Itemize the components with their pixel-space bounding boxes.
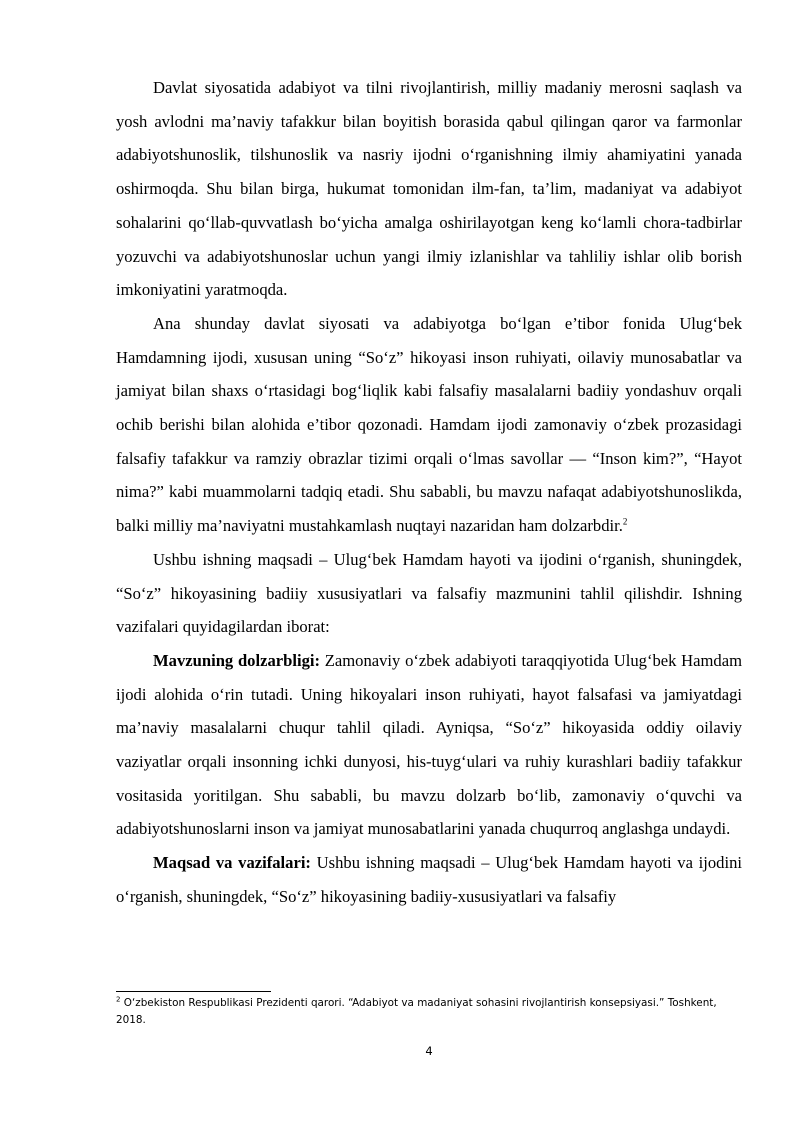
paragraph-4 bbox=[116, 644, 742, 846]
footnote bbox=[116, 995, 742, 1029]
paragraph-3: Ushbu ishning maqsadi – Ulug‘bek Hamdam hayoti va ijodini o‘rganish, shuningdek, “So‘z” hikoyasining badiiy xususiyatlari va falsafiy mazmunini tahlil qilishdir. Ishning vazifalari quyidagilardan iborat: bbox=[116, 549, 742, 637]
paragraph-4-text: Zamonaviy o‘zbek adabiyoti taraqqiyotida Ulug‘bek Hamdam ijodi alohida o‘rin tutadi. Uning hikoyalari inson ruhiyati, hayot falsafasi va jamiyatdagi ma’naviy masalalarni chuqur tahlil qiladi. Ayniqsa, “So‘z” hikoyasida oddiy oilaviy vaziyatlar orqali insonning ichki dunyosi, his-tuyg‘ulari va ruhiy kurashlari badiiy tafakkur vositasida yoritilgan. Shu sababli, bu mavzu dolzarb bo‘lib, zamonaviy o‘quvchi va adabiyotshunoslarni inson va jamiyat munosabatlarini yanada chuqurroq anglashga undaydi. bbox=[116, 650, 742, 839]
paragraph-5 bbox=[116, 846, 742, 913]
footnote-reference[interactable]: 2 bbox=[622, 516, 628, 527]
paragraph-5-text: Ushbu ishning maqsadi – Ulug‘bek Hamdam hayoti va ijodini o‘rganish, shuningdek, “So‘z” hikoyasining badiiy-xususiyatlari va falsafiy bbox=[116, 853, 742, 906]
body-text bbox=[116, 71, 742, 914]
footnote-text: O‘zbekiston Respublikasi Prezidenti qarori. “Adabiyot va madaniyat sohasini rivojlantirish konsepsiyasi.” Toshkent, 2018. bbox=[116, 997, 717, 1026]
relevance-heading: Mavzuning dolzarbligi: bbox=[153, 650, 321, 670]
paragraph-2-text: Ana shunday davlat siyosati va adabiyotga bo‘lgan e’tibor fonida Ulug‘bek Hamdamning ijodi, xususan uning “So‘z” hikoyasi inson ruhiyati, oilaviy munosabatlar va jamiyat bilan shaxs o‘rtasidagi bog‘liqlik kabi falsafiy masalalarni badiiy yondashuv orqali ochib berishi bilan alohida e’tibor qozonadi. Hamdam ijodi zamonaviy o‘zbek prozasidagi falsafiy tafakkur va ramziy obrazlar tizimi orqali o‘lmas savollar — “Inson kim?”, “Hayot nima?” kabi muammolarni tadqiq etadi. Shu sababli, bu mavzu nafaqat adabiyotshunoslikda, balki milliy ma’naviyatni mustahkamlash nuqtayi nazaridan ham dolzarbdir. bbox=[116, 313, 742, 536]
footnote-number: 2 bbox=[116, 995, 121, 1004]
footnote-separator bbox=[116, 991, 271, 992]
paragraph-1: Davlat siyosatida adabiyot va tilni rivojlantirish, milliy madaniy merosni saqlash va yosh avlodni ma’naviy tafakkur bilan boyitish borasida qabul qilingan qaror va farmonlar adabiyotshunoslik, tilshunoslik va nasriy ijodni o‘rganishning ilmiy ahamiyatini yanada oshirmoqda. Shu bilan birga, hukumat tomonidan ilm-fan, ta’lim, madaniyat va adabiyot sohalarini qo‘llab-quvvatlash bo‘yicha amalga oshirilayotgan keng ko‘lamli chora-tadbirlar yozuvchi va adabiyotshunoslar uchun yangi ilmiy izlanishlar va tahliliy ishlar olib borish imkoniyatini yaratmoqda. bbox=[116, 78, 742, 300]
paragraph-2 bbox=[116, 307, 742, 543]
page-number: 4 bbox=[425, 1044, 433, 1058]
goals-heading: Maqsad va vazifalari: bbox=[153, 853, 311, 873]
